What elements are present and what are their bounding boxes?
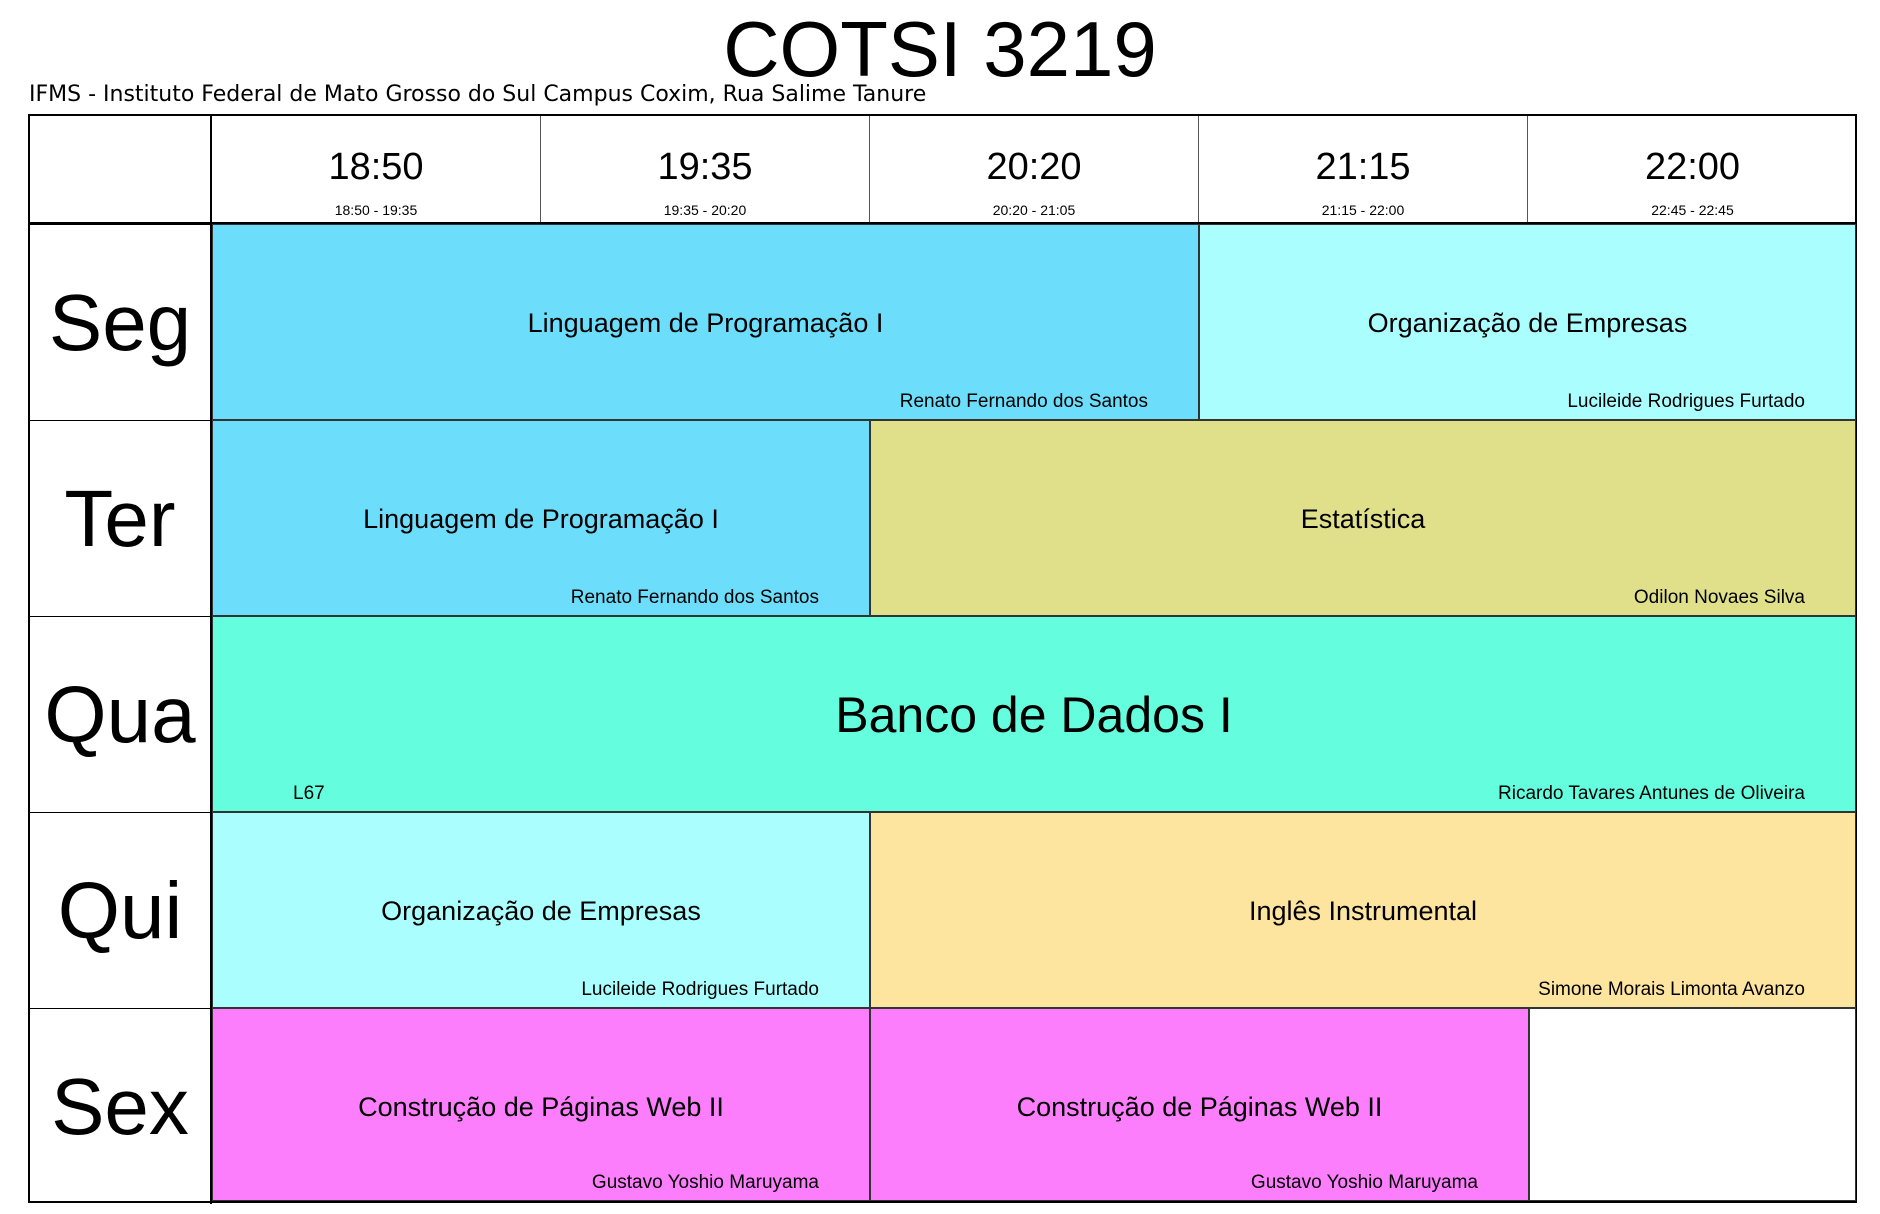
- subject-name: Inglês Instrumental: [1248, 896, 1478, 926]
- day-label-seg: Seg: [30, 224, 212, 420]
- class-block-sex-2[interactable]: [870, 1008, 1529, 1201]
- time-range: 19:35 - 20:20: [663, 202, 747, 218]
- teacher-name: Renato Fernando dos Santos: [570, 587, 819, 608]
- header-corner-cell: [28, 114, 212, 224]
- time-range: 21:15 - 22:00: [1321, 202, 1405, 218]
- room-label: L67: [293, 783, 325, 804]
- subject-name: Construção de Páginas Web II: [358, 1092, 724, 1122]
- time-label: 21:15: [1315, 146, 1411, 188]
- institution-address: IFMS - Instituto Federal de Mato Grosso do Sul Campus Coxim, Rua Salime Tanure: [29, 82, 927, 107]
- teacher-name: Renato Fernando dos Santos: [899, 391, 1148, 412]
- time-range: 20:20 - 21:05: [992, 202, 1076, 218]
- class-block-seg-1[interactable]: [212, 224, 1199, 420]
- subject-name: Construção de Páginas Web II: [1016, 1092, 1383, 1122]
- subject-name: Organização de Empresas: [1367, 308, 1688, 338]
- day-label-sex: Sex: [30, 1008, 212, 1204]
- class-block-qui-2[interactable]: [870, 812, 1856, 1008]
- time-label: 20:20: [986, 146, 1082, 188]
- class-block-seg-2[interactable]: [1199, 224, 1856, 420]
- time-label: 19:35: [657, 146, 753, 188]
- time-header-3: [870, 116, 1199, 224]
- teacher-name: Lucileide Rodrigues Furtado: [1567, 391, 1805, 412]
- subject-name: Linguagem de Programação I: [363, 504, 719, 534]
- teacher-name: Lucileide Rodrigues Furtado: [581, 979, 819, 1000]
- class-block-qui-1[interactable]: [212, 812, 870, 1008]
- time-header-2: [541, 116, 870, 224]
- time-header-5: [1528, 116, 1857, 224]
- time-label: 18:50: [328, 146, 424, 188]
- subject-name: Organização de Empresas: [381, 896, 701, 926]
- class-block-ter-2[interactable]: [870, 420, 1856, 616]
- time-header-4: [1199, 116, 1528, 224]
- teacher-name: Gustavo Yoshio Maruyama: [1250, 1172, 1478, 1193]
- time-header-1: [212, 116, 541, 224]
- teacher-name: Ricardo Tavares Antunes de Oliveira: [1498, 783, 1805, 804]
- teacher-name: Odilon Novaes Silva: [1633, 587, 1805, 608]
- time-label: 22:00: [1644, 146, 1741, 188]
- class-block-sex-1[interactable]: [212, 1008, 870, 1201]
- subject-name: Banco de Dados I: [835, 687, 1233, 743]
- class-block-qua-1[interactable]: [212, 616, 1856, 812]
- teacher-name: Gustavo Yoshio Maruyama: [591, 1172, 819, 1193]
- class-block-ter-1[interactable]: [212, 420, 870, 616]
- day-label-qui: Qui: [30, 812, 212, 1008]
- time-range: 22:45 - 22:45: [1651, 202, 1734, 218]
- teacher-name: Simone Morais Limonta Avanzo: [1538, 979, 1805, 1000]
- empty-slot-sex: [1529, 1008, 1856, 1201]
- page-title: COTSI 3219: [723, 5, 1157, 93]
- subject-name: Linguagem de Programação I: [527, 308, 884, 338]
- subject-name: Estatística: [1300, 504, 1426, 534]
- time-range: 18:50 - 19:35: [334, 202, 418, 218]
- day-label-ter: Ter: [30, 420, 212, 616]
- day-label-qua: Qua: [30, 616, 212, 812]
